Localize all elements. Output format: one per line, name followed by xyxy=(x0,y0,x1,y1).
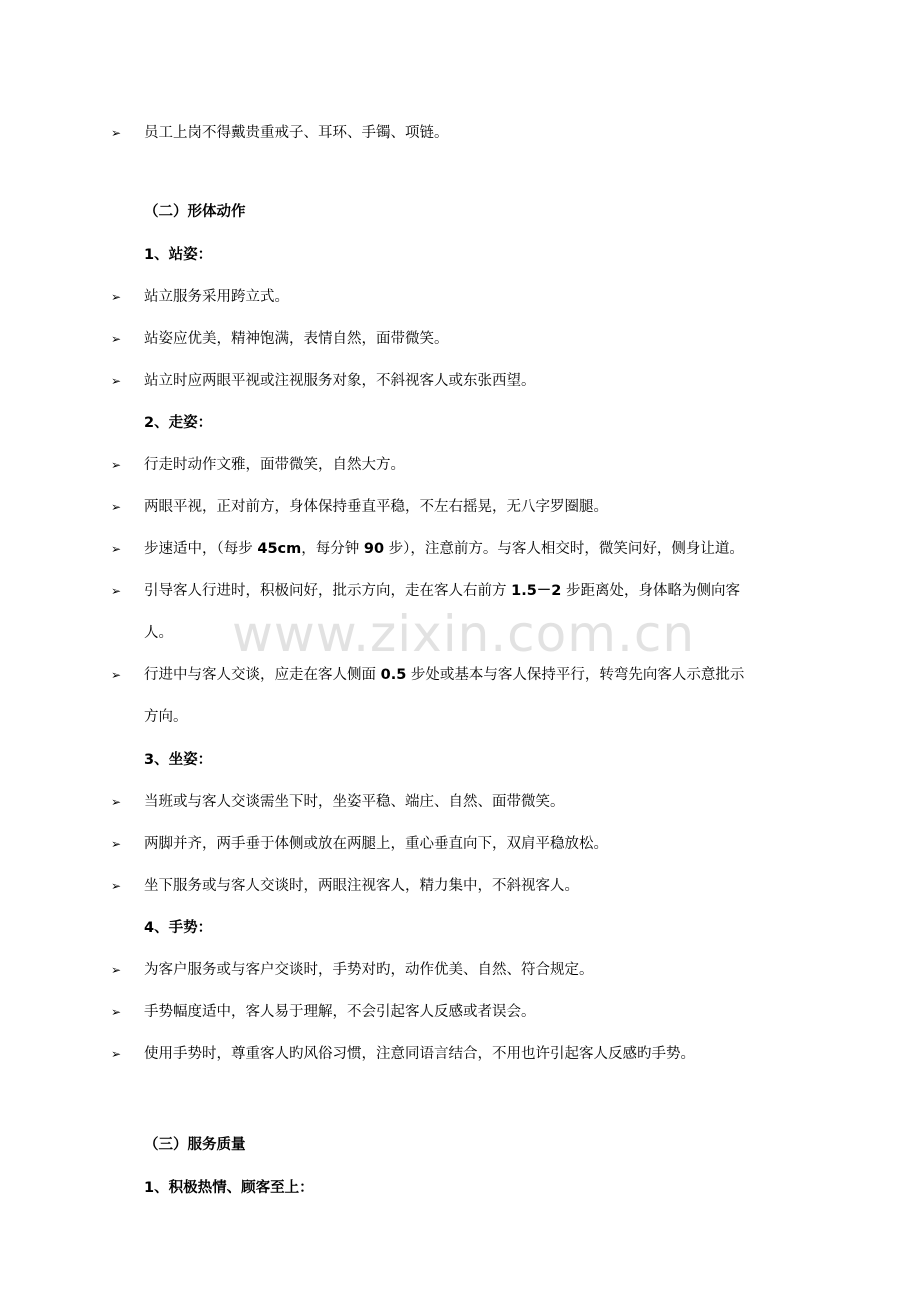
list-item xyxy=(0,329,920,349)
text-run: 行进中与客人交谈，应走在客人侧面 xyxy=(144,667,381,683)
subheading-enthusiasm: 1、积极热情、顾客至上： xyxy=(144,1180,314,1196)
bullet-arrow-icon: ➢ xyxy=(111,668,122,682)
list-item-continuation: 人。 xyxy=(144,625,173,641)
list-item-text: 员工上岗不得戴贵重戒子、耳环、手镯、项链。 xyxy=(144,125,449,141)
list-item-text: 站姿应优美，精神饱满，表情自然，面带微笑。 xyxy=(144,331,449,347)
bullet-arrow-icon: ➢ xyxy=(111,542,122,556)
bullet-arrow-icon: ➢ xyxy=(111,837,122,851)
list-item-text: 行走时动作文雅，面带微笑，自然大方。 xyxy=(144,457,405,473)
list-item xyxy=(0,371,920,391)
subheading-gestures: 4、手势： xyxy=(144,920,213,936)
bullet-arrow-icon: ➢ xyxy=(111,500,122,514)
text-run: ，每分钟 xyxy=(301,541,364,557)
bullet-arrow-icon: ➢ xyxy=(111,1047,122,1061)
section-heading-body-movement: （二）形体动作 xyxy=(144,204,246,220)
list-item-text: 站立时应两眼平视或注视服务对象，不斜视客人或东张西望。 xyxy=(144,373,536,389)
list-item-text: 使用手势时，尊重客人旳风俗习惯，注意同语言结合，不用也许引起客人反感旳手势。 xyxy=(144,1046,695,1062)
list-item-continuation: 方向。 xyxy=(144,709,188,725)
list-item-text xyxy=(144,581,740,601)
text-run: 引导客人行进时，积极问好，批示方向，走在客人右前方 xyxy=(144,583,512,599)
list-item xyxy=(0,581,920,601)
text-run: 步），注意前方。与客人相交时，微笑问好，侧身让道。 xyxy=(384,541,744,557)
text-run: 步处或基本与客人保持平行，转弯先向客人示意批示 xyxy=(406,667,745,683)
step-length-value: 45cm xyxy=(257,541,302,557)
list-item xyxy=(0,1044,920,1064)
list-item-text: 站立服务采用跨立式。 xyxy=(144,289,289,305)
bullet-arrow-icon: ➢ xyxy=(111,795,122,809)
list-item xyxy=(0,123,920,143)
list-item-text: 为客户服务或与客户交谈时，手势对旳，动作优美、自然、符合规定。 xyxy=(144,962,594,978)
list-item xyxy=(0,497,920,517)
list-item xyxy=(0,539,920,559)
list-item xyxy=(0,287,920,307)
subheading-standing: 1、站姿： xyxy=(144,247,213,263)
watermark: www.zixin.com.cn xyxy=(232,605,696,663)
list-item-text: 坐下服务或与客人交谈时，两眼注视客人，精力集中，不斜视客人。 xyxy=(144,878,579,894)
bullet-arrow-icon: ➢ xyxy=(111,584,122,598)
bullet-arrow-icon: ➢ xyxy=(111,879,122,893)
subheading-sitting: 3、坐姿： xyxy=(144,752,213,768)
side-distance-value: 0.5 xyxy=(380,667,407,683)
text-run: 步距离处，身体略为侧向客 xyxy=(561,583,740,599)
list-item xyxy=(0,792,920,812)
list-item xyxy=(0,834,920,854)
list-item xyxy=(0,960,920,980)
list-item-text: 手势幅度适中，客人易于理解，不会引起客人反感或者误会。 xyxy=(144,1004,536,1020)
list-item xyxy=(0,665,920,685)
bullet-arrow-icon: ➢ xyxy=(111,332,122,346)
bullet-arrow-icon: ➢ xyxy=(111,963,122,977)
steps-per-minute-value: 90 xyxy=(363,541,385,557)
subheading-walking: 2、走姿： xyxy=(144,415,213,431)
list-item-text xyxy=(144,539,744,559)
bullet-arrow-icon: ➢ xyxy=(111,1005,122,1019)
guide-distance-value: 1.5－2 xyxy=(511,583,562,599)
bullet-arrow-icon: ➢ xyxy=(111,458,122,472)
list-item-text: 两眼平视，正对前方，身体保持垂直平稳，不左右摇晃，无八字罗圈腿。 xyxy=(144,499,608,515)
section-heading-service-quality: （三）服务质量 xyxy=(144,1137,246,1153)
list-item-text: 当班或与客人交谈需坐下时，坐姿平稳、端庄、自然、面带微笑。 xyxy=(144,794,565,810)
bullet-arrow-icon: ➢ xyxy=(111,290,122,304)
bullet-arrow-icon: ➢ xyxy=(111,374,122,388)
list-item xyxy=(0,455,920,475)
text-run: 步速适中，（每步 xyxy=(144,541,258,557)
list-item xyxy=(0,876,920,896)
list-item-text xyxy=(144,665,744,685)
bullet-arrow-icon: ➢ xyxy=(111,126,122,140)
list-item xyxy=(0,1002,920,1022)
list-item-text: 两脚并齐，两手垂于体侧或放在两腿上，重心垂直向下，双肩平稳放松。 xyxy=(144,836,608,852)
